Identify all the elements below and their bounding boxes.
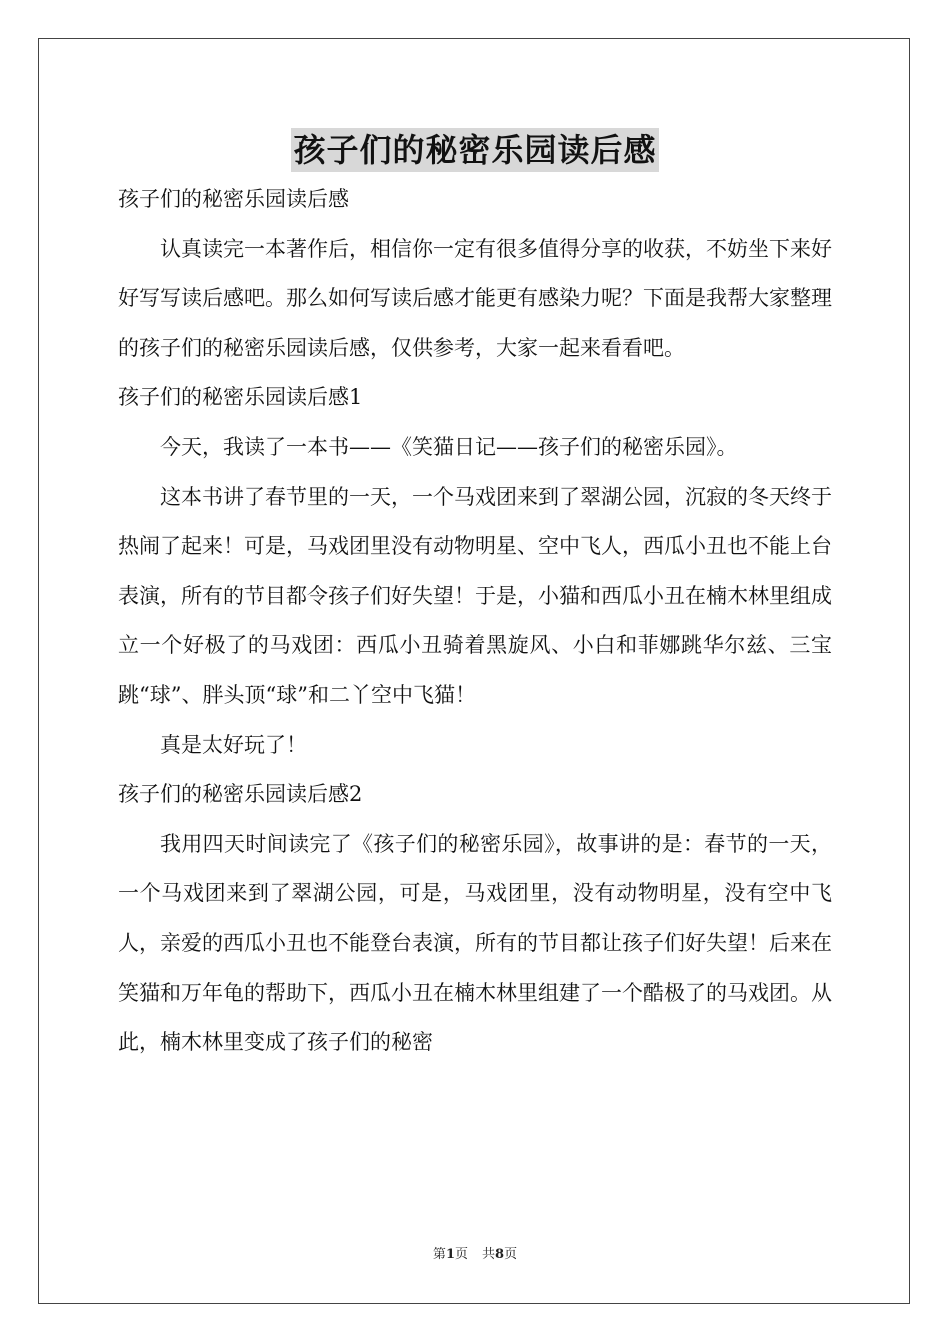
document-body — [118, 175, 832, 1068]
paragraph: 这本书讲了春节里的一天，一个马戏团来到了翠湖公园，沉寂的冬天终于热闹了起来！可是，马戏团里没有动物明星、空中飞人，西瓜小丑也不能上台表演，所有的节目都令孩子们好失望！于是，小猫和西瓜小丑在楠木林里组成立一个好极了的马戏团：西瓜小丑骑着黑旋风、小白和菲娜跳华尔兹、三宝跳“球”、胖头顶“球”和二丫空中飞猫！ — [118, 484, 832, 707]
section-heading-1: 孩子们的秘密乐园读后感1 — [118, 385, 363, 410]
paragraph: 今天，我读了一本书——《笑猫日记——孩子们的秘密乐园》。 — [160, 434, 738, 459]
page-total: 8 — [495, 1247, 505, 1262]
page-prefix: 第 — [432, 1247, 446, 1262]
paragraph-subtitle: 孩子们的秘密乐园读后感 — [118, 187, 349, 211]
page-current: 1 — [445, 1247, 455, 1262]
section-heading-2: 孩子们的秘密乐园读后感2 — [118, 782, 363, 807]
title-wrap — [0, 128, 950, 172]
paragraph: 我用四天时间读完了《孩子们的秘密乐园》，故事讲的是：春节的一天，一个马戏团来到了翠湖公园，可是，马戏团里，没有动物明星，没有空中飞人，亲爱的西瓜小丑也不能登台表演，所有的节目都让孩子们好失望！后来在笑猫和万年龟的帮助下，西瓜小丑在楠木林里组建了一个酷极了的马戏团。从此，楠木林里变成了孩子们的秘密 — [118, 831, 832, 1055]
page-footer — [0, 1246, 950, 1264]
paragraph: 真是太好玩了！ — [160, 732, 307, 757]
document-title: 孩子们的秘密乐园读后感 — [291, 128, 658, 172]
paragraph-intro: 认真读完一本著作后，相信你一定有很多值得分享的收获，不妨坐下来好好写写读后感吧。那么如何写读后感才能更有感染力呢？下面是我帮大家整理的孩子们的秘密乐园读后感，仅供参考，大家一起来看看吧。 — [118, 236, 832, 360]
total-unit: 页 — [504, 1247, 518, 1262]
total-prefix: 共 — [482, 1247, 496, 1262]
page-unit: 页 — [454, 1247, 468, 1262]
